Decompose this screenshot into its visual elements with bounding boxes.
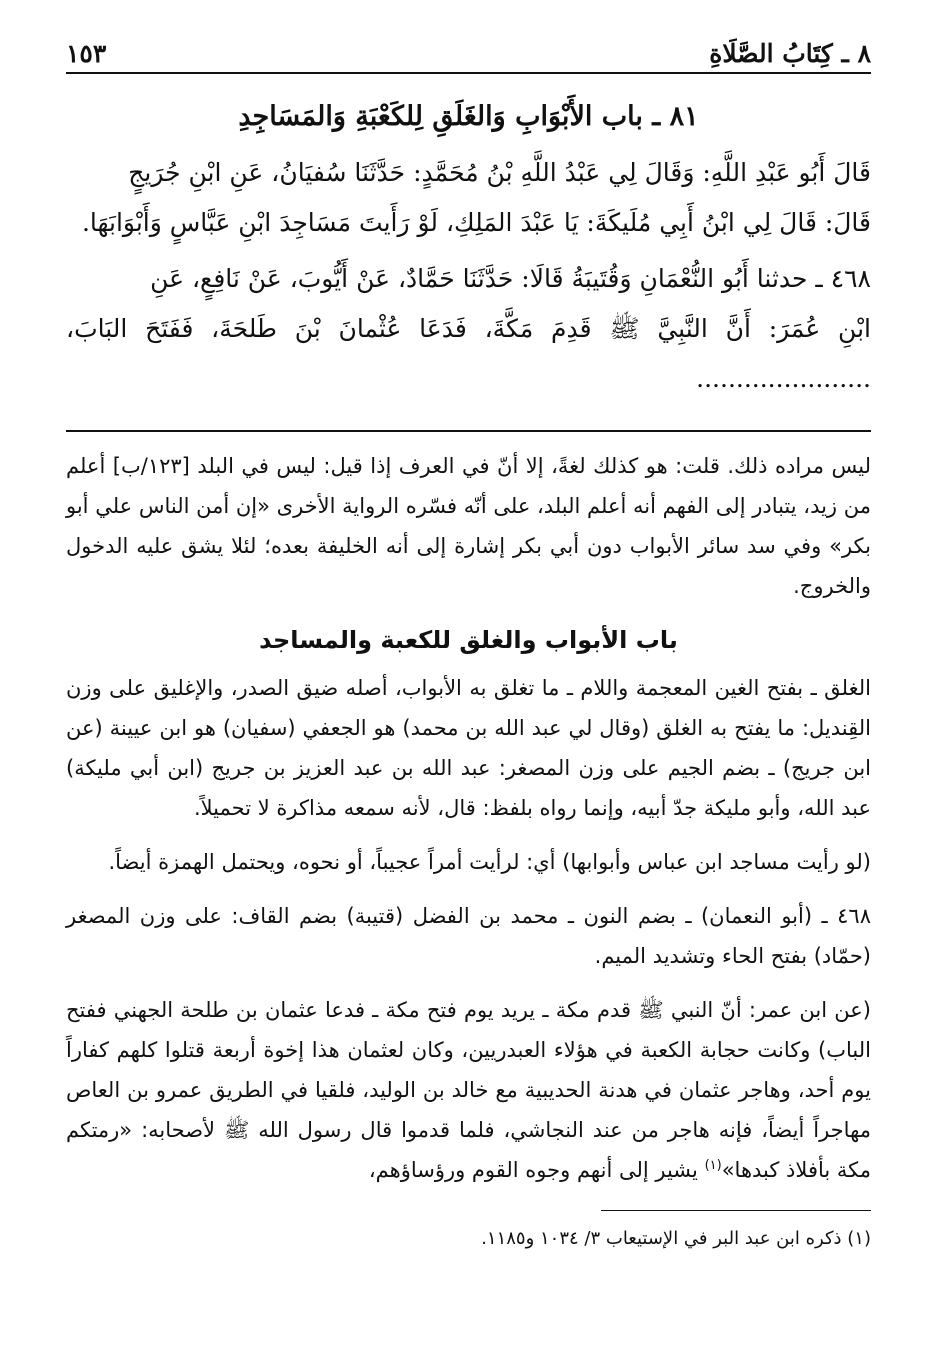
chapter-heading: ٨١ ـ باب الأَبْوَابِ وَالغَلَقِ لِلكَعْبَةِ وَالمَسَاجِدِ xyxy=(238,101,699,132)
book-page xyxy=(66,30,871,1255)
section-separator xyxy=(66,430,871,432)
commentary-text: (عن ابن عمر: أنّ النبي ﷺ قدم مكة ـ يريد يوم فتح مكة ـ فدعا عثمان بن طلحة الجهني ففتح الباب) وكانت حجابة الكعبة في هؤلاء العبدريين، وكان لعثمان هذا إخوة أربعة قتلوا كلهم كفاراً يوم أحد، وهاجر عثمان في هدنة الحديبية مع خالد بن الوليد، فلقيا في الطريق عمرو بن العاص مهاجراً أيضاً، فإنه هاجر من عند النجاشي، فلما قدموا قال رسول الله ﷺ لأصحابه: «رمتكم مكة بأفلاذ كبدها» xyxy=(66,998,871,1182)
running-header xyxy=(66,30,871,74)
commentary-paragraph: الغلق ـ بفتح الغين المعجمة واللام ـ ما تغلق به الأبواب، أصله ضيق الصدر، والإغليق على وزن القِنديل: ما يفتح به الغلق (وقال لي عبد الله بن محمد) هو الجعفي (سفيان) هو ابن عيينة (عن ابن جريج) ـ بضم الجيم على وزن المصغر: عبد الله بن عبد العزيز بن جريج (ابن أبي مليكة) عبد الله، وأبو مليكة جدّ أبيه، وإنما رواه بلفظ: قال، لأنه سمعه مذاكرة لا تحميلاً. xyxy=(66,676,871,820)
matn-line: ٤٦٨ ـ حدثنا أَبُو النُّعْمَانِ وَقُتَيبَةُ قَالَا: حَدَّثَنَا حَمَّادٌ، عَنْ أَيُّوبَ، عَنْ نَافِعٍ، عَنِ xyxy=(150,264,871,293)
matn-line: ابْنِ عُمَرَ: أَنَّ النَّبِيَّ ﷺ قَدِمَ مَكَّةَ، فَدَعَا عُثْمانَ بْنَ طَلحَةَ، فَفَتَحَ البَابَ، ...................... xyxy=(66,314,871,393)
commentary-block xyxy=(66,446,871,1190)
commentary-text: يشير إلى أنهم وجوه القوم ورؤساؤهم، xyxy=(368,1158,705,1182)
hadith-text-block xyxy=(66,96,871,404)
chapter-title: ٨ ـ كِتَابُ الصَّلَاةِ xyxy=(709,39,871,68)
footnote: (١) ذكره ابن عبد البر في الإستيعاب ٣/ ١٠٣٤ و١١٨٥. xyxy=(481,1228,871,1249)
footnote-rule xyxy=(601,1210,871,1211)
hadith-matn xyxy=(66,148,871,404)
commentary-paragraph xyxy=(66,990,871,1190)
commentary-paragraph: ليس مراده ذلك. قلت: هو كذلك لغةً، إلا أنّ في العرف إذا قيل: ليس في البلد [١٢٣/ب] أعلم من زيد، يتبادر إلى الفهم أنه أعلم البلد، على أنّه فسّره الرواية الأخرى «إن أمن الناس علي أبو بكر» وفي سد سائر الأبواب دون أبي بكر إشارة إلى أنه الخليفة بعده؛ لئلا يشق عليه الدخول والخروج. xyxy=(65,454,871,598)
commentary-paragraph: (لو رأيت مساجد ابن عباس وأبوابها) أي: لرأيت أمراً عجيباً، أو نحوه، ويحتمل الهمزة أيضاً. xyxy=(108,850,871,874)
matn-line: قَالَ أَبُو عَبْدِ اللَّهِ: وَقَالَ لِي عَبْدُ اللَّهِ بْنُ مُحَمَّدٍ: حَدَّثَنَا سُفيَانُ، عَنِ ابْنِ جُرَيجٍ xyxy=(128,158,871,187)
matn-line: قَالَ: قَالَ لِي ابْنُ أَبِي مُلَيكَةَ: يَا عَبْدَ المَلِكِ، لَوْ رَأَيتَ مَسَاجِدَ ابْنِ عَبَّاسٍ وَأَبْوَابَهَا. xyxy=(81,208,871,237)
commentary-heading: باب الأبواب والغلق للكعبة والمساجد xyxy=(259,626,678,654)
page-number: ١٥٣ xyxy=(66,39,107,68)
commentary-paragraph: ٤٦٨ ـ (أبو النعمان) ـ بضم النون ـ محمد بن الفضل (قتيبة) بضم القاف: على وزن المصغر (حمّاد) بفتح الحاء وتشديد الميم. xyxy=(66,904,871,968)
footnote-marker: (١) xyxy=(704,1158,722,1173)
